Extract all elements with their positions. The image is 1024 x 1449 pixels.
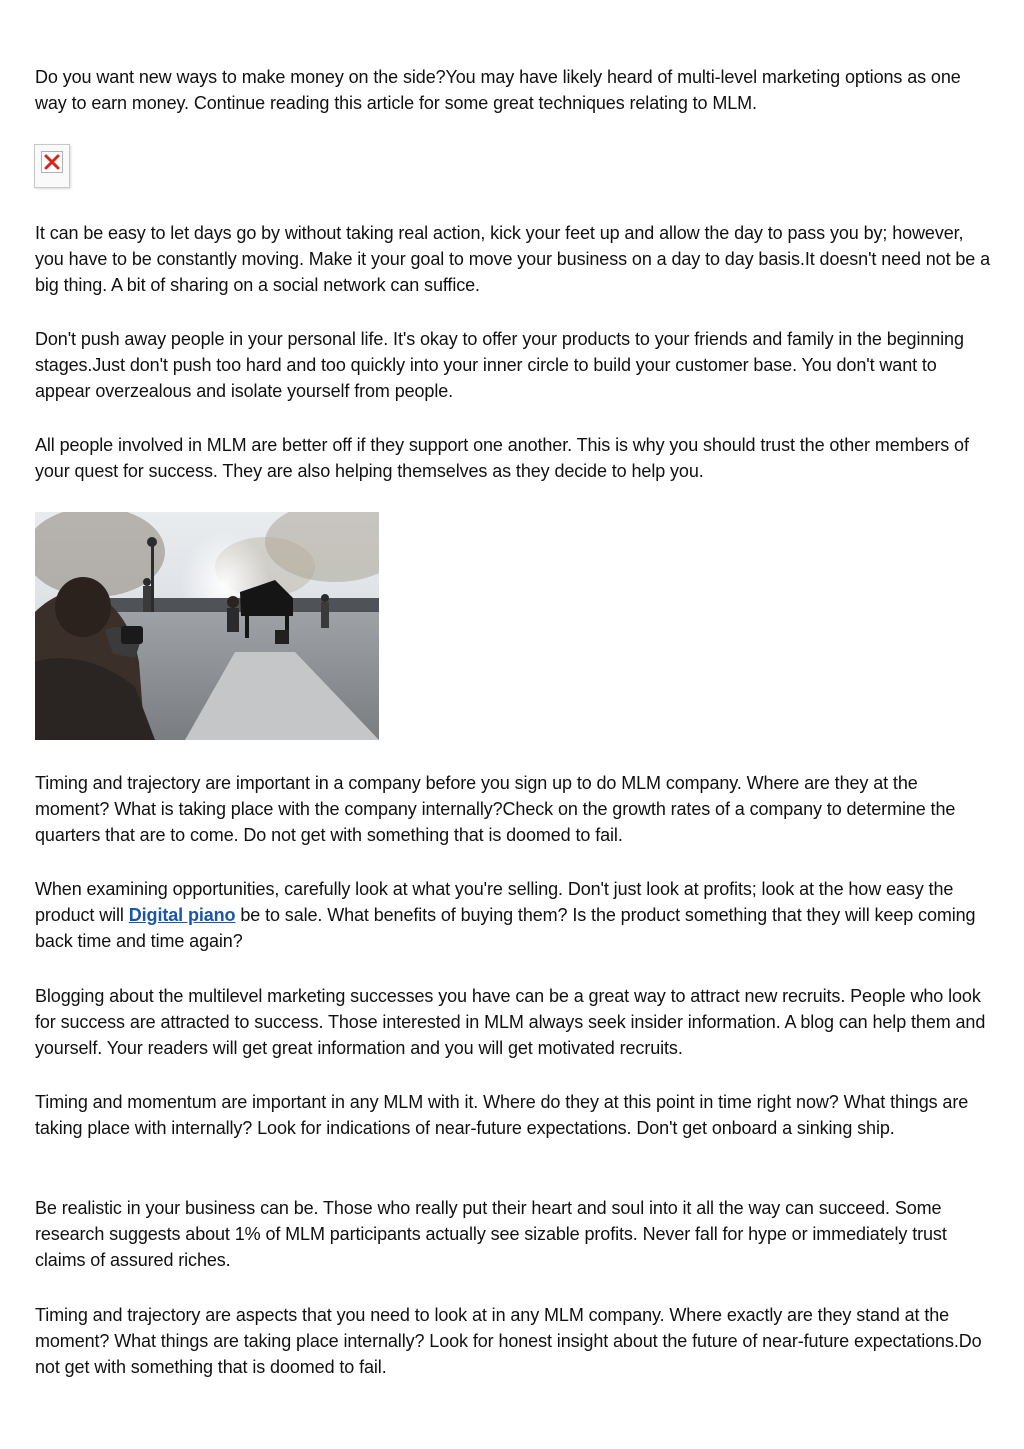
paragraph-timing-momentum: Timing and momentum are important in any MLM with it. Where do they at this point in time right now? What things are taking place with internally? Look for indications of near-future expectations. Don't get onboard a sinking ship. [35, 1092, 969, 1138]
paragraph-timing-trajectory: Timing and trajectory are important in a company before you sign up to do MLM company. Where are they at the moment? What is taking place with the company internally?Check on the growth rates of a company to determine the quarters that are to come. Do not get with something that is doomed to fail. [35, 773, 956, 845]
paragraph-opportunities-after: be to sale. What benefits of buying them? Is the product something that they will keep coming back time and time again? [35, 905, 976, 951]
paragraph-opportunities [35, 876, 995, 954]
paragraph-trajectory-aspects: Timing and trajectory are aspects that you need to look at in any MLM company. Where exactly are they stand at the moment? What things are taking place internally? Look for honest insight about the future of near-future expectations.Do not get with something that is doomed to fail. [35, 1305, 982, 1377]
piano-plaza-photo [35, 512, 379, 740]
paragraph-opportunities-before: When examining opportunities, carefully look at what you're selling. Don't just look at profits; look at the how easy the product will [35, 879, 954, 925]
paragraph-intro: Do you want new ways to make money on the side?You may have likely heard of multi-level marketing options as one way to earn money. Continue reading this article for some great techniques relating to MLM. [35, 67, 961, 113]
paragraph-personal-life: Don't push away people in your personal life. It's okay to offer your products to your friends and family in the beginning stages.Just don't push too hard and too quickly into your inner circle to build your customer base. You don't want to appear overzealous and isolate yourself from people. [35, 329, 964, 401]
paragraph-realistic: Be realistic in your business can be. Those who really put their heart and soul into it all the way can succeed. Some research suggests about 1% of MLM participants actually see sizable profits. Never fall for hype or immediately trust claims of assured riches. [35, 1198, 947, 1270]
broken-image-placeholder [34, 144, 70, 188]
paragraph-daily-action: It can be easy to let days go by without taking real action, kick your feet up and allow the day to pass you by; however, you have to be constantly moving. Make it your goal to move your business on a day to day basis.It doesn't need not be a big thing. A bit of sharing on a social network can suffice. [35, 223, 991, 295]
broken-image-icon [41, 151, 63, 173]
paragraph-blogging: Blogging about the multilevel marketing successes you have can be a great way to attract new recruits. People who look for success are attracted to success. Those interested in MLM always seek insider information. A blog can help them and yourself. Your readers will get great information and you will get motivated recruits. [35, 986, 986, 1058]
paragraph-support: All people involved in MLM are better off if they support one another. This is why you should trust the other members of your quest for success. They are also helping themselves as they decide to help you. [35, 435, 969, 481]
digital-piano-link[interactable]: Digital piano [128, 905, 236, 925]
